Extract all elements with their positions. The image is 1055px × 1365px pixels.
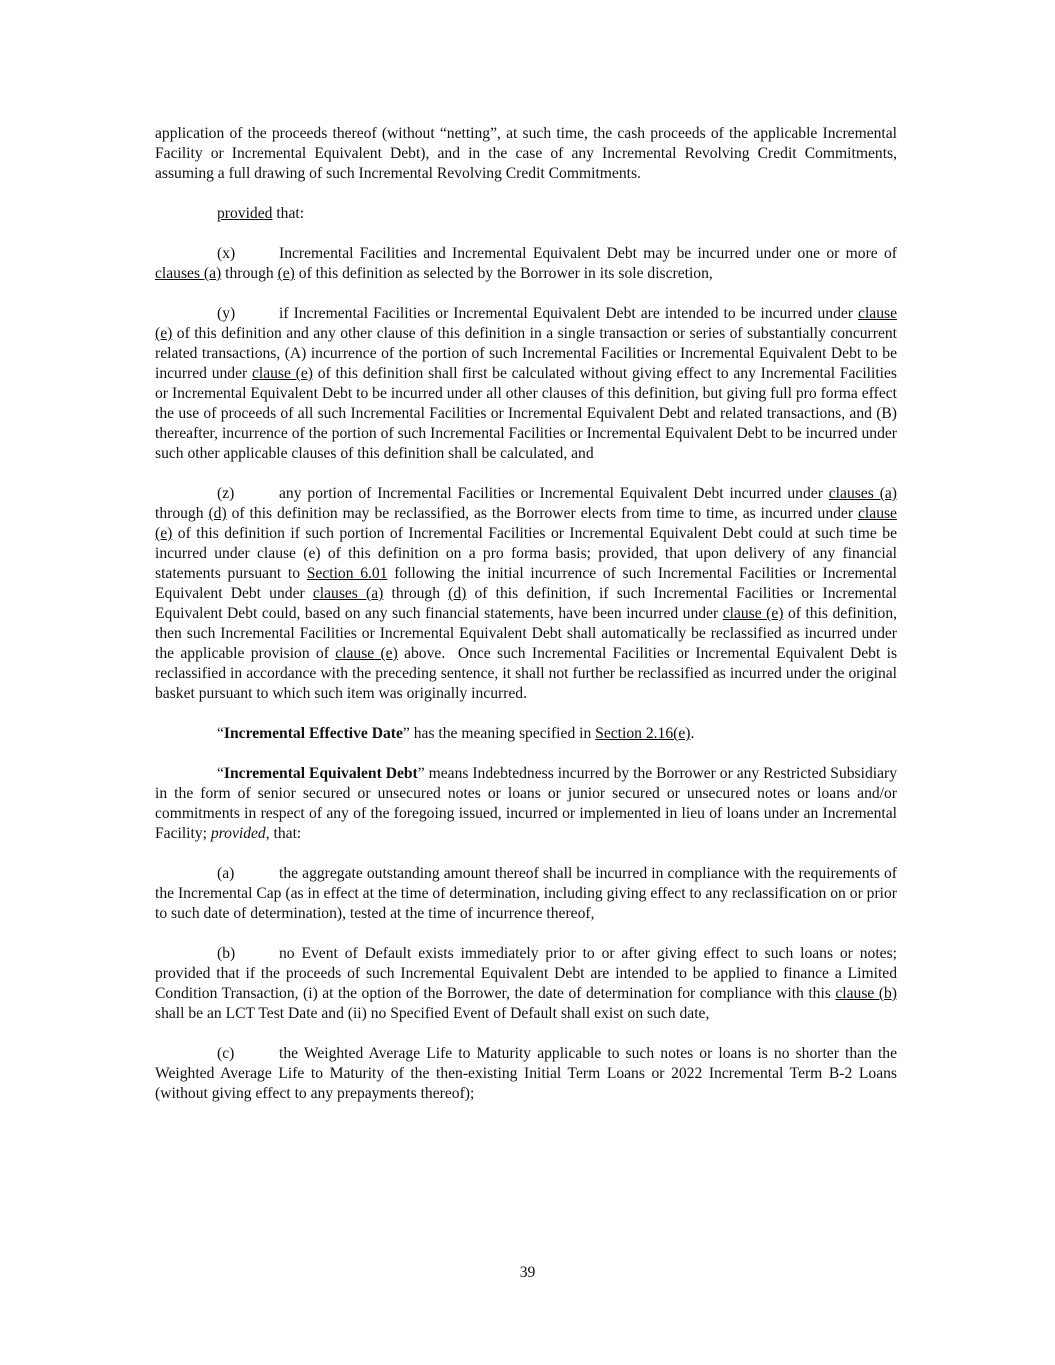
item-c-label: (c) xyxy=(217,1045,235,1062)
provided-line: provided that: xyxy=(217,205,305,222)
clause-y-label: (y) xyxy=(217,305,236,322)
document-page xyxy=(155,124,897,1104)
defined-term: Incremental Equivalent Debt xyxy=(223,765,418,782)
clause-z-label: (z) xyxy=(217,485,235,502)
clause-x-paragraph: (x) Incremental Facilities and Incremental Equivalent Debt may be incurred under one or more of clauses (a) through (e) of this definition as selected by the Borrower in its sole discretion, xyxy=(155,245,897,282)
clause-y-paragraph: (y) if Incremental Facilities or Incremental Equivalent Debt are intended to be incurred under clause (e) of this definition and any other clause of this definition in a single transaction or series of substantially concurrent related transactions, (A) incurrence of the portion of such Incremental Facilities or Incremental Equivalent Debt to be incurred under clause (e) of this definition shall first be calculated without giving effect to any Incremental Facilities or Incremental Equivalent Debt to be incurred under all other clauses of this definition, but giving full pro forma effect the use of proceeds of all such Incremental Facilities or Incremental Equivalent Debt and related transactions, and (B) thereafter, incurrence of the portion of such Incremental Facilities or Incremental Equivalent Debt to be incurred under such other applicable clauses of this definition shall be calculated, and xyxy=(155,305,897,462)
intro-paragraph: application of the proceeds thereof (without “netting”, at such time, the cash proceeds of the applicable Incremental Facility or Incremental Equivalent Debt), and in the case of any Incremental Revolving Credit Commitments, assuming a full drawing of such Incremental Revolving Credit Commitments. xyxy=(155,125,897,182)
clause-x-label: (x) xyxy=(217,245,236,262)
definition-incremental-equivalent-debt: “Incremental Equivalent Debt” means Indebtedness incurred by the Borrower or any Restricted Subsidiary in the form of senior secured or unsecured notes or loans or junior secured or unsecured notes or loans and/or commitments in respect of any of the foregoing issued, incurred or implemented in lieu of loans under an Incremental Facility; provided, that: xyxy=(155,765,897,842)
clause-z-paragraph: (z) any portion of Incremental Facilities or Incremental Equivalent Debt incurred under clauses (a) through (d) of this definition may be reclassified, as the Borrower elects from time to time, as incurred under clause (e) of this definition if such portion of Incremental Facilities or Incremental Equivalent Debt could at such time be incurred under clause (e) of this definition on a pro forma basis; provided, that upon delivery of any financial statements pursuant to Section 6.01 following the initial incurrence of such Incremental Facilities or Incremental Equivalent Debt under clauses (a) through (d) of this definition, if such Incremental Facilities or Incremental Equivalent Debt could, based on any such financial statements, have been incurred under clause (e) of this definition, then such Incremental Facilities or Incremental Equivalent Debt shall automatically be reclassified as incurred under the applicable provision of clause (e) above. Once such Incremental Facilities or Incremental Equivalent Debt is reclassified in accordance with the preceding sentence, it shall not further be reclassified as incurred under the original basket pursuant to which such item was originally incurred. xyxy=(155,485,898,702)
item-a-label: (a) xyxy=(217,865,235,882)
item-b-paragraph: (b) no Event of Default exists immediately prior to or after giving effect to such loans or notes; provided that if the proceeds of such Incremental Equivalent Debt are intended to be applied to finance a Limited Condition Transaction, (i) at the option of the Borrower, the date of determination for compliance with this clause (b) shall be an LCT Test Date and (ii) no Specified Event of Default shall exist on such date, xyxy=(155,945,897,1022)
provided-word: provided xyxy=(217,205,273,222)
item-c-paragraph: (c) the Weighted Average Life to Maturity applicable to such notes or loans is no shorter than the Weighted Average Life to Maturity of the then-existing Initial Term Loans or 2022 Incremental Term B-2 Loans (without giving effect to any prepayments thereof); xyxy=(155,1045,897,1102)
page-number: 39 xyxy=(519,1264,536,1281)
definition-incremental-effective-date: “Incremental Effective Date” has the meaning specified in Section 2.16(e). xyxy=(217,725,695,742)
section-reference: Section 2.16(e) xyxy=(595,725,691,742)
item-a-paragraph: (a) the aggregate outstanding amount thereof shall be incurred in compliance with the requirements of the Incremental Cap (as in effect at the time of determination, including giving effect to any reclassification on or prior to such date of determination), tested at the time of incurrence thereof, xyxy=(155,865,897,922)
item-b-label: (b) xyxy=(217,945,236,962)
defined-term: Incremental Effective Date xyxy=(223,725,403,742)
